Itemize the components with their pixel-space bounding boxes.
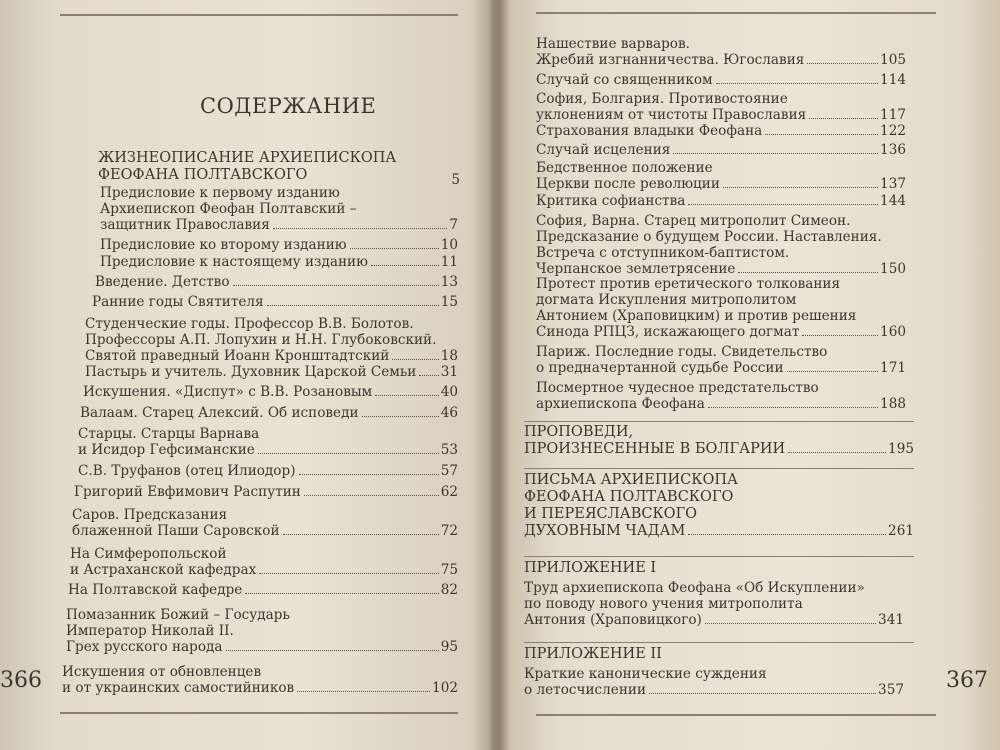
section-title-line: ДУХОВНЫМ ЧАДАМ — [524, 523, 686, 539]
page-number: 160 — [880, 324, 906, 340]
toc-section — [524, 646, 914, 663]
right-page — [506, 0, 1000, 750]
dot-leader — [362, 416, 439, 417]
toc-entry — [80, 405, 458, 421]
entry-last-line — [100, 217, 458, 233]
entry-title-line: Критика софианства — [536, 193, 686, 209]
entry-title-line: Краткие канонические суждения — [524, 666, 767, 682]
entry-last-line — [83, 384, 458, 400]
entry-title-line: Случай исцеления — [536, 142, 671, 158]
entry-title-line: На Симферопольской — [70, 546, 227, 562]
entry-last-line — [66, 639, 458, 655]
section-title-line: ФЕОФАНА ПОЛТАВСКОГО — [524, 489, 734, 505]
toc-entry — [68, 582, 458, 598]
entry-last-line — [536, 324, 906, 340]
dot-leader — [807, 63, 878, 64]
section-title-line: ФЕОФАНА ПОЛТАВСКОГО — [98, 167, 308, 183]
page-number: 15 — [440, 294, 458, 310]
toc-entry — [78, 463, 458, 479]
entry-title-line: уклонениям от чистоты Православия — [536, 107, 807, 123]
entry-title-line: Труд архиепископа Феофана «Об Искуплении» — [524, 580, 865, 596]
entry-title-line: Ранние годы Святителя — [92, 294, 264, 310]
entry-title-line: Валаам. Старец Алексий. Об исповеди — [80, 405, 359, 421]
toc-entry — [62, 664, 458, 696]
dot-leader — [350, 248, 439, 249]
entry-last-line — [72, 523, 458, 539]
entry-last-line — [85, 364, 458, 380]
entry-title-line: Профессоры А.П. Лопухин и Н.Н. Глубоковский. — [85, 332, 437, 348]
right-top-rule — [536, 12, 936, 14]
toc-entry — [536, 72, 906, 88]
toc-section — [524, 472, 914, 540]
entry-title-line: Синода РПЦЗ, искажающего догмат — [536, 324, 800, 340]
page-number: 40 — [440, 384, 458, 400]
toc-entry — [83, 384, 458, 400]
toc-section — [524, 424, 914, 458]
right-page-number: 367 — [946, 668, 988, 693]
toc-entry — [536, 91, 906, 123]
entry-title-line: Черпанское землетрясение — [536, 261, 736, 277]
dot-leader — [273, 228, 448, 229]
entry-title-line: и Исидор Гефсиманские — [78, 442, 255, 458]
page-number: 357 — [878, 682, 904, 698]
dot-leader — [705, 623, 876, 624]
dot-leader — [802, 335, 878, 336]
page-number: 114 — [880, 72, 906, 88]
toc-entry — [536, 276, 906, 340]
entry-last-line — [78, 463, 458, 479]
entry-last-line — [62, 680, 458, 696]
section-title-line: И ПЕРЕЯСЛАВСКОГО — [524, 506, 698, 522]
entry-title-line: София, Болгария. Противостояние — [536, 91, 788, 107]
entry-last-line — [524, 682, 904, 698]
entry-last-line — [100, 254, 458, 270]
dot-leader — [649, 693, 876, 694]
dot-leader — [226, 650, 439, 651]
dot-leader — [809, 118, 878, 119]
section-title-line: ЖИЗНЕОПИСАНИЕ АРХИЕПИСКОПА — [98, 150, 397, 166]
toc-entry — [536, 160, 906, 192]
section-separator — [524, 421, 914, 422]
entry-title-line: Саров. Предсказания — [72, 507, 228, 523]
dot-leader — [738, 272, 878, 273]
entry-title-line: Помазанник Божий – Государь — [66, 607, 290, 623]
toc-entry — [100, 185, 458, 233]
dot-leader — [299, 474, 439, 475]
entry-title-line: и от украинских самостийников — [62, 680, 295, 696]
dot-leader — [688, 534, 886, 535]
left-page-number: 366 — [0, 668, 42, 693]
entry-last-line — [536, 72, 906, 88]
entry-title-line: Предсказание о будущем России. Наставления. — [536, 229, 882, 245]
page-number: 137 — [880, 176, 906, 192]
right-bottom-rule — [536, 714, 936, 716]
entry-title-line: Жребий изгнанничества. Югославия — [536, 52, 805, 68]
entry-last-line — [536, 360, 906, 376]
entry-title-line: Случай со священником — [536, 72, 713, 88]
page-number: 10 — [440, 237, 458, 253]
page-number: 53 — [440, 442, 458, 458]
entry-last-line — [74, 484, 458, 500]
page-number: 102 — [432, 680, 458, 696]
toc-entry — [536, 193, 906, 209]
entry-last-line — [536, 176, 906, 192]
entry-last-line — [78, 442, 458, 458]
entry-last-line — [68, 582, 458, 598]
dot-leader — [258, 453, 439, 454]
entry-last-line — [536, 52, 906, 68]
entry-last-line — [95, 274, 458, 290]
page-number: 150 — [880, 261, 906, 277]
entry-title-line: о летосчислении — [524, 682, 647, 698]
entry-title-line: Старцы. Старцы Варнава — [78, 426, 260, 442]
section-title-line: ПРИЛОЖЕНИЕ II — [524, 646, 662, 662]
toc-entry — [100, 237, 458, 253]
dot-leader — [765, 134, 878, 135]
entry-title-line: Церкви после революции — [536, 176, 720, 192]
dot-leader — [371, 265, 439, 266]
entry-last-line — [80, 405, 458, 421]
entry-title-line: Искушения. «Диспут» с В.В. Розановым — [83, 384, 373, 400]
entry-title-line: Искушения от обновленцев — [62, 664, 262, 680]
entry-title-line: Введение. Детство — [95, 274, 230, 290]
entry-last-line — [524, 612, 904, 628]
page-number: 5 — [451, 172, 460, 188]
entry-title-line: Император Николай II. — [66, 623, 234, 639]
toc-entry — [536, 213, 906, 277]
page-number: 117 — [880, 107, 906, 123]
entry-title-line: С.В. Труфанов (отец Илиодор) — [78, 463, 296, 479]
page-number: 7 — [449, 217, 458, 233]
page-number: 95 — [440, 639, 458, 655]
dot-leader — [259, 573, 438, 574]
entry-last-line — [85, 348, 458, 364]
entry-title-line: и Астраханской кафедрах — [70, 562, 257, 578]
entry-title-line: Бедственное положение — [536, 160, 713, 176]
toc-entry — [85, 364, 458, 380]
left-page — [0, 0, 494, 750]
entry-last-line — [536, 261, 906, 277]
page-number: 341 — [878, 612, 904, 628]
page-number: 72 — [440, 523, 458, 539]
entry-title-line: по поводу нового учения митрополита — [524, 596, 803, 612]
section-title-line: ПИСЬМА АРХИЕПИСКОПА — [524, 472, 739, 488]
entry-last-line — [536, 193, 906, 209]
entry-title-line: о предначертанной судьбе России — [536, 360, 784, 376]
dot-leader — [787, 371, 879, 372]
entry-last-line — [70, 562, 458, 578]
page-number: 144 — [880, 193, 906, 209]
dot-leader — [688, 204, 878, 205]
section-biography — [98, 150, 460, 188]
section-title-line: ПРОИЗНЕСЕННЫЕ В БОЛГАРИИ — [524, 441, 786, 457]
left-top-rule — [60, 14, 458, 16]
toc-entry — [78, 426, 458, 458]
entry-title-line: Студенческие годы. Профессор В.В. Болотов. — [85, 316, 414, 332]
toc-entry — [66, 607, 458, 655]
page-number: 122 — [880, 123, 906, 139]
entry-title-line: Страхования владыки Феофана — [536, 123, 763, 139]
section-last-line — [524, 441, 914, 458]
section-title-line: ПРИЛОЖЕНИЕ I — [524, 560, 657, 576]
section-last-line — [524, 523, 914, 540]
page-number: 62 — [440, 484, 458, 500]
page-number: 31 — [440, 364, 458, 380]
page-number: 11 — [440, 254, 458, 270]
entry-last-line — [536, 142, 906, 158]
dot-leader — [267, 305, 439, 306]
entry-title-line: София, Варна. Старец митрополит Симеон. — [536, 213, 851, 229]
toc-subentry — [524, 666, 904, 698]
section-title-line: ПРОПОВЕДИ, — [524, 424, 634, 440]
entry-title-line: Григорий Евфимович Распутин — [74, 484, 301, 500]
entry-title-line: Святой праведный Иоанн Кронштадтский — [85, 348, 390, 364]
page-number: 261 — [888, 523, 914, 539]
section-separator — [524, 642, 914, 643]
dot-leader — [297, 691, 430, 692]
page-number: 75 — [440, 562, 458, 578]
toc-section — [524, 560, 914, 577]
page-number: 57 — [440, 463, 458, 479]
entry-last-line — [100, 237, 458, 253]
dot-leader — [233, 285, 439, 286]
dot-leader — [723, 187, 878, 188]
toc-entry — [92, 294, 458, 310]
dot-leader — [245, 593, 438, 594]
section-separator — [524, 556, 914, 557]
toc-entry — [70, 546, 458, 578]
page-number: 195 — [888, 441, 914, 457]
toc-entry — [95, 274, 458, 290]
toc-entry — [100, 254, 458, 270]
toc-entry — [85, 316, 458, 364]
entry-title-line: Париж. Последние годы. Свидетельство — [536, 344, 828, 360]
entry-title-line: Пастырь и учитель. Духовник Царской Семьи — [85, 364, 417, 380]
toc-subentry — [524, 580, 904, 628]
entry-last-line — [536, 123, 906, 139]
page-number: 171 — [880, 360, 906, 376]
dot-leader — [375, 395, 438, 396]
entry-title-line: Предисловие к первому изданию — [100, 185, 340, 201]
entry-title-line: Архиепископ Феофан Полтавский – — [100, 201, 357, 217]
entry-last-line — [92, 294, 458, 310]
entry-title-line: Предисловие к настоящему изданию — [100, 254, 368, 270]
toc-entry — [74, 484, 458, 500]
page-number: 82 — [440, 582, 458, 598]
toc-entry — [72, 507, 458, 539]
dot-leader — [673, 153, 878, 154]
page-number: 46 — [440, 405, 458, 421]
page-number: 18 — [440, 348, 458, 364]
entry-title-line: архиепископа Феофана — [536, 396, 705, 412]
toc-entry — [536, 344, 906, 376]
entry-title-line: На Полтавской кафедре — [68, 582, 243, 598]
page-number: 136 — [880, 142, 906, 158]
entry-title-line: Предисловие ко второму изданию — [100, 237, 347, 253]
entry-title-line: Протест против еретического толкования — [536, 276, 841, 292]
left-bottom-rule — [60, 712, 458, 714]
page-title: СОДЕРЖАНИЕ — [200, 94, 377, 118]
toc-entry — [536, 380, 906, 412]
entry-title-line: защитник Православия — [100, 217, 270, 233]
dot-leader — [708, 407, 878, 408]
entry-title-line: Антонием (Храповицким) и против решения — [536, 308, 857, 324]
entry-title-line: Нашествие варваров. — [536, 36, 690, 52]
dot-leader — [716, 83, 878, 84]
toc-entry — [536, 123, 906, 139]
entry-title-line: блаженной Паши Саровской — [72, 523, 280, 539]
entry-title-line: догмата Искупления митрополитом — [536, 292, 797, 308]
entry-title-line: Встреча с отступником-баптистом. — [536, 245, 790, 261]
dot-leader — [419, 375, 438, 376]
entry-last-line — [536, 396, 906, 412]
entry-title-line: Грех русского народа — [66, 639, 223, 655]
entry-last-line — [536, 107, 906, 123]
toc-entry — [536, 142, 906, 158]
dot-leader — [788, 452, 886, 453]
section-separator — [524, 468, 914, 469]
page-number: 105 — [880, 52, 906, 68]
entry-title-line: Антония (Храповицкого) — [524, 612, 702, 628]
dot-leader — [392, 359, 438, 360]
page-number: 13 — [440, 274, 458, 290]
dot-leader — [304, 495, 439, 496]
entry-title-line: Посмертное чудесное предстательство — [536, 380, 819, 396]
page-number: 188 — [880, 396, 906, 412]
toc-entry — [536, 36, 906, 68]
dot-leader — [283, 534, 439, 535]
